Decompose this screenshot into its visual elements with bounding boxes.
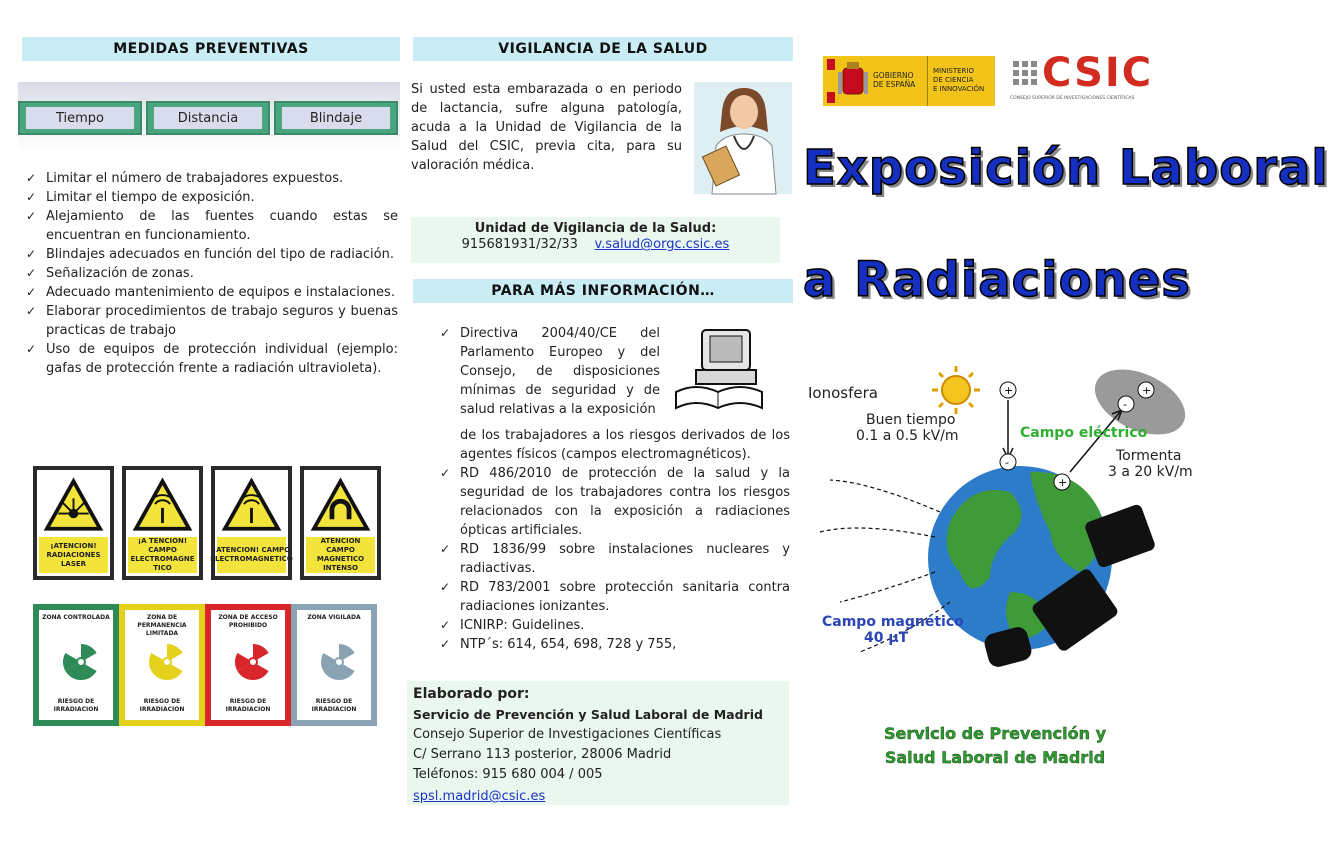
unit-email-link[interactable]: v.salud@orgc.csic.es — [594, 237, 730, 252]
elaborado-line: C/ Serrano 113 posterior, 28006 Madrid — [413, 747, 672, 762]
magnet-warning-icon — [312, 478, 369, 532]
positive-charge-icon — [1054, 474, 1070, 490]
svg-text:+: + — [1004, 384, 1014, 397]
zone-title: ZONA DE ACCESO PROHIBIDO — [218, 614, 278, 629]
zone-title: ZONA DE PERMANENCIA LIMITADA — [137, 614, 187, 637]
info-list-first — [436, 324, 660, 419]
info-list — [436, 464, 790, 654]
sign-label: ¡ATENCION! CAMPO ELECTROMAGNETICO — [217, 537, 286, 573]
csic-logo-text: CSIC — [1042, 50, 1154, 96]
zone-title: ZONA VIGILADA — [307, 614, 361, 621]
vigilancia-header: VIGILANCIA DE LA SALUD — [413, 37, 793, 61]
radiation-trefoil-icon — [317, 640, 361, 684]
computer-book-illustration — [672, 326, 768, 414]
elaborado-box — [407, 681, 789, 805]
unit-contact — [411, 237, 780, 252]
tormenta-label: Tormenta — [1116, 448, 1182, 464]
elaborado-org: Servicio de Prevención y Salud Laboral de Madrid — [413, 707, 763, 722]
antenna-warning-icon — [134, 478, 191, 532]
em-field-warning-sign — [122, 466, 203, 580]
title-line-2: a Radiaciones — [803, 252, 1191, 308]
elaborado-line: Teléfonos: 915 680 004 / 005 — [413, 767, 603, 782]
zona-controlada-sign — [33, 604, 119, 726]
ministerio-text: E INNOVACIÓN — [933, 85, 985, 93]
footer-service-line2: Salud Laboral de Madrid — [884, 748, 1106, 767]
campo-magnetico-label: Campo magnético — [822, 614, 964, 630]
list-item: ✓ RD 1836/99 sobre instalaciones nucleares y radiactivas. — [436, 540, 790, 578]
radiation-trefoil-icon — [59, 640, 103, 684]
gobierno-text: GOBIERNO — [873, 71, 914, 80]
doctor-illustration — [694, 82, 792, 194]
sun-icon — [932, 366, 980, 414]
tormenta-range: 3 a 20 kV/m — [1108, 464, 1193, 480]
footer-service-line1: Servicio de Prevención y — [883, 724, 1107, 743]
coat-of-arms-icon — [837, 60, 869, 102]
title-line-1: Exposición Laboral — [803, 140, 1329, 196]
zona-vigilada-sign — [291, 604, 377, 726]
unit-box — [411, 217, 780, 263]
positive-charge-icon — [1000, 382, 1016, 398]
mas-informacion-header: PARA MÁS INFORMACIÓN… — [413, 279, 793, 303]
ministerio-text: MINISTERIO — [933, 67, 974, 75]
laser-warning-sign — [33, 466, 114, 580]
svg-text:+: + — [1142, 384, 1152, 397]
list-item: ✓ Elaborar procedimientos de trabajo seguros y buenas practicas de trabajo — [22, 302, 398, 340]
radiation-trefoil-icon — [231, 640, 275, 684]
sign-label: ¡ATENCION! RADIACIONES LASER — [39, 537, 108, 573]
list-item: ✓ Directiva 2004/40/CE del Parlamento Europeo y del Consejo, de disposiciones mínimas de seguridad y de salud relativas a la exposición — [436, 324, 660, 419]
vigilancia-paragraph: Si usted esta embarazada o en periodo de lactancia, sufre alguna patología, acuda a la Unidad de Vigilancia de la Salud del CSIC, previa cita, para su valoración médica. — [411, 82, 682, 173]
zone-caption: RIESGO DE IRRADIACION — [311, 698, 357, 713]
list-item: ✓ NTP´s: 614, 654, 698, 728 y 755, — [436, 635, 790, 654]
sign-label: ¡A TENCION! CAMPO ELECTROMAGNE TICO — [128, 537, 197, 573]
list-item: ✓ Blindajes adecuados en función del tipo de radiación. — [22, 245, 398, 264]
list-item: ✓ Adecuado mantenimiento de equipos e instalaciones. — [22, 283, 398, 302]
blindaje-button — [274, 101, 398, 135]
info-first-continuation: de los trabajadores a los riesgos derivados de los agentes físicos (campos electromagnéticos). — [460, 428, 790, 462]
magnetic-field-warning-sign — [300, 466, 381, 580]
list-item: ✓ Alejamiento de las fuentes cuando estas se encuentran en funcionamiento. — [22, 207, 398, 245]
laser-warning-icon — [45, 478, 102, 532]
gobierno-logo — [823, 56, 995, 106]
blindaje-label: Blindaje — [282, 107, 390, 129]
radiation-trefoil-icon — [145, 640, 189, 684]
list-item: ✓ Uso de equipos de protección individual (ejemplo: gafas de protección frente a radiación ultravioleta). — [22, 340, 398, 378]
antenna-warning-icon — [223, 478, 280, 532]
zone-caption: RIESGO DE IRRADIACION — [225, 698, 271, 713]
campo-electrico-label: Campo eléctrico — [1020, 425, 1148, 441]
negative-charge-icon — [1118, 396, 1134, 412]
zone-caption: RIESGO DE IRRADIACION — [139, 698, 185, 713]
csic-emblem-icon — [1010, 58, 1040, 92]
buen-tiempo-label: Buen tiempo — [866, 412, 956, 428]
svg-text:+: + — [1058, 476, 1068, 489]
unit-title: Unidad de Vigilancia de la Salud: — [474, 221, 717, 236]
list-item: ✓ Señalización de zonas. — [22, 264, 398, 283]
svg-text:-: - — [1123, 398, 1127, 411]
elaborado-line: Consejo Superior de Investigaciones Científicas — [413, 727, 722, 742]
measures-list — [22, 169, 398, 378]
list-item: ✓ Limitar el número de trabajadores expuestos. — [22, 169, 398, 188]
buen-tiempo-range: 0.1 a 0.5 kV/m — [856, 428, 959, 444]
elaborado-title: Elaborado por: — [413, 686, 530, 702]
list-item: ✓ Limitar el tiempo de exposición. — [22, 188, 398, 207]
earth-fields-diagram — [800, 362, 1196, 690]
csic-subtitle: CONSEJO SUPERIOR DE INVESTIGACIONES CIENTÍFICAS — [1010, 96, 1135, 101]
zone-caption: RIESGO DE IRRADIACION — [53, 698, 99, 713]
list-item: ✓ RD 486/2010 de protección de la salud y la seguridad de los trabajadores contra los riesgos relacionados con la exposición a radiaciones ópticas artificiales. — [436, 464, 790, 540]
spain-flag-icon — [827, 59, 835, 103]
unit-phone: 915681931/32/33 — [461, 237, 578, 252]
svg-text:-: - — [1005, 456, 1009, 469]
distancia-button — [146, 101, 270, 135]
list-item: ✓ ICNIRP: Guidelines. — [436, 616, 790, 635]
zone-title: ZONA CONTROLADA — [42, 614, 110, 621]
sign-label: ATENCION CAMPO MAGNETICO INTENSO — [306, 537, 375, 573]
gobierno-text: DE ESPAÑA — [873, 80, 916, 89]
elaborado-email-link[interactable]: spsl.madrid@csic.es — [413, 789, 546, 804]
em-field-warning-sign-2 — [211, 466, 292, 580]
zona-acceso-prohibido-sign — [205, 604, 291, 726]
list-item: ✓ RD 783/2001 sobre protección sanitaria contra radiaciones ionizantes. — [436, 578, 790, 616]
distancia-label: Distancia — [154, 107, 262, 129]
tiempo-button — [18, 101, 142, 135]
ionosfera-label: Ionosfera — [808, 384, 878, 402]
campo-magnetico-value: 40 µT — [864, 630, 909, 646]
positive-charge-icon — [1138, 382, 1154, 398]
tiempo-label: Tiempo — [26, 107, 134, 129]
zona-permanencia-limitada-sign — [119, 604, 205, 726]
ministerio-text: DE CIENCIA — [933, 76, 974, 84]
negative-charge-icon — [1000, 454, 1016, 470]
medidas-header: MEDIDAS PREVENTIVAS — [22, 37, 400, 61]
